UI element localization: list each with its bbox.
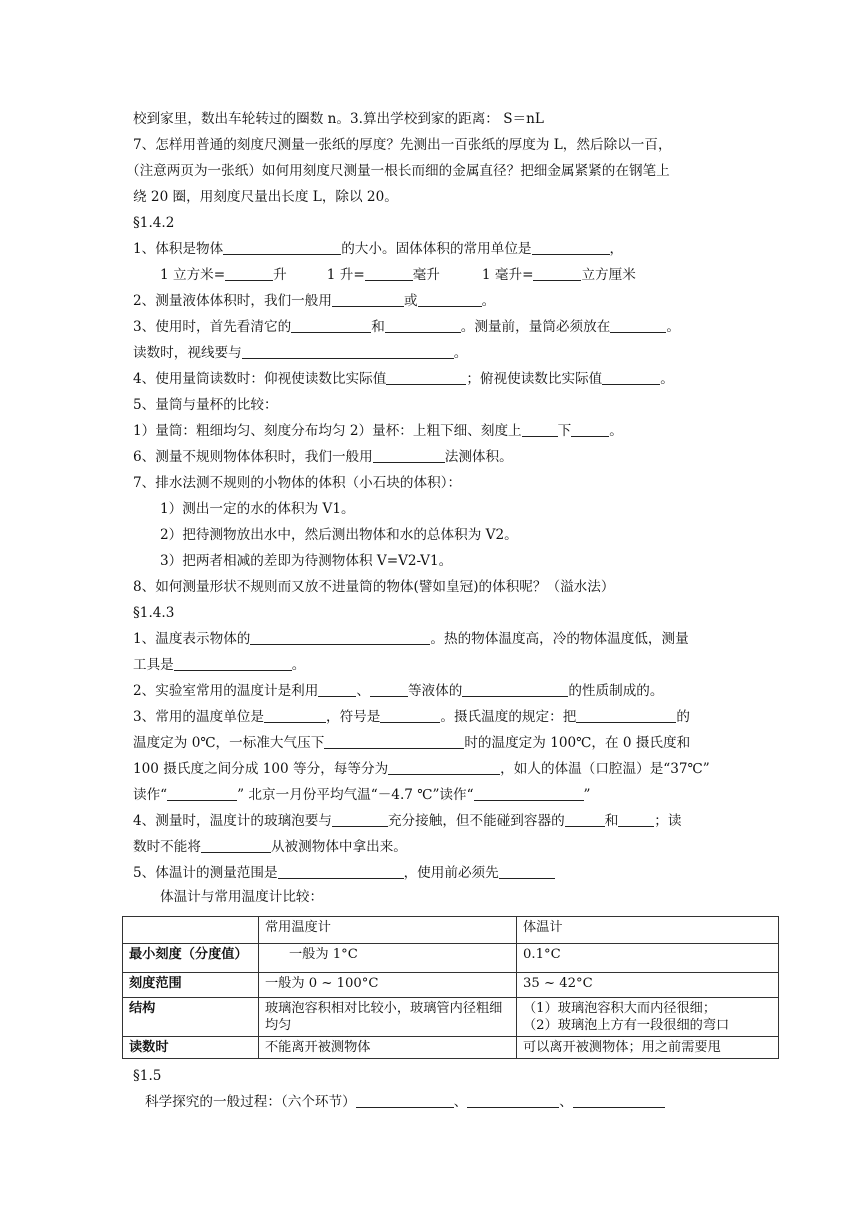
answer-blank[interactable] <box>533 266 581 281</box>
q-text: 的大小。固体体积的常用单位是 <box>341 241 532 257</box>
answer-blank[interactable] <box>576 708 676 723</box>
question-line <box>133 733 690 753</box>
q-text: 。摄氏温度的规定：把 <box>440 709 577 725</box>
table-header-cell: 常用温度计 <box>259 917 517 944</box>
question-line <box>133 317 680 337</box>
text-line: 8、如何测量形状不规则而又放不进量筒的物体(譬如皇冠)的体积呢？（溢水法） <box>133 579 615 595</box>
table-row <box>123 973 779 998</box>
thermometer-comparison-table <box>122 916 779 1059</box>
answer-blank[interactable] <box>365 266 413 281</box>
q-text: 。热的物体温度高，冷的物体温度低，测量 <box>430 631 689 647</box>
text-line: 1）测出一定的水的体积为 V1。 <box>160 501 355 517</box>
answer-blank[interactable] <box>332 292 404 307</box>
table-header-cell <box>123 917 259 944</box>
q-text: 工具是 <box>133 657 174 673</box>
question-line <box>133 785 590 805</box>
q-text: 的 <box>676 709 690 725</box>
text-line: 3）把两者相减的差即为待测物体积 V=V2-V1。 <box>160 553 453 569</box>
q-text: 。 <box>481 293 496 309</box>
q-text: ，使用前必须先 <box>403 865 499 881</box>
q-text: 或 <box>403 293 418 309</box>
q-text: 2、测量液体体积时，我们一般用 <box>133 293 332 309</box>
text-line: （注意两页为一张纸）如何用刻度尺测量一根长而细的金属直径？把细金属紧紧的在钢笔上 <box>126 163 670 179</box>
answer-blank[interactable] <box>370 682 408 697</box>
answer-blank[interactable] <box>264 708 326 723</box>
table-row <box>123 1037 779 1059</box>
q-text: 读数时，视线要与 <box>133 345 242 361</box>
question-line <box>133 655 305 675</box>
q-text: 。 <box>291 657 306 673</box>
q-text: 法测体积。 <box>444 449 513 465</box>
answer-blank[interactable] <box>565 812 605 827</box>
answer-blank[interactable] <box>167 786 237 801</box>
table-row <box>123 998 779 1037</box>
text-line: 5、量筒与量杯的比较： <box>133 397 278 413</box>
table-cell <box>517 998 779 1037</box>
table-cell: 不能离开被测物体 <box>259 1037 517 1059</box>
answer-blank[interactable] <box>610 318 666 333</box>
answer-blank[interactable] <box>242 344 454 359</box>
question-line <box>145 1092 665 1112</box>
q-text: 100 摄氏度之间分成 100 等分，每等分为 <box>133 761 389 777</box>
q-text: ， <box>609 241 624 257</box>
question-line <box>133 343 467 363</box>
q-text: 升 <box>273 267 287 283</box>
answer-blank[interactable] <box>318 682 356 697</box>
q-text: 立方厘米 <box>581 267 636 283</box>
q-text: 充分接触，但不能碰到容器的 <box>387 813 565 829</box>
answer-blank[interactable] <box>291 318 371 333</box>
q-text: 1 毫升= <box>481 267 534 283</box>
q-text: 4、测量时，温度计的玻璃泡要与 <box>133 813 332 829</box>
q-text: 3、常用的温度单位是 <box>133 709 264 725</box>
q-text: 。 <box>660 371 674 387</box>
answer-blank[interactable] <box>380 708 440 723</box>
answer-blank[interactable] <box>174 656 292 671</box>
answer-blank[interactable] <box>602 370 660 385</box>
question-line <box>133 837 407 857</box>
table-cell: 玻璃泡容积相对比较小，玻璃管内径粗细均匀 <box>259 998 517 1037</box>
q-text: 和 <box>371 319 385 335</box>
q-text: 3、使用时，首先看清它的 <box>133 319 292 335</box>
q-text: 下 <box>557 423 572 439</box>
question-line <box>133 421 623 441</box>
q-text: ，符号是 <box>326 709 381 725</box>
answer-blank[interactable] <box>462 682 568 697</box>
q-text: 6、测量不规则物体体积时，我们一般用 <box>133 449 373 465</box>
section-heading: §1.4.3 <box>133 605 175 621</box>
question-line <box>133 239 623 259</box>
q-text: 1）量筒：粗细均匀、刻度分布均匀 2）量杯：上粗下细、刻度上 <box>133 423 522 439</box>
text-line: 校到家里，数出车轮转过的圈数 n。3.算出学校到家的距离： S＝nL <box>133 111 544 127</box>
question-line <box>133 863 555 883</box>
row-label: 最小刻度（分度值） <box>123 944 259 973</box>
question-line <box>133 707 690 727</box>
answer-blank[interactable] <box>223 240 341 255</box>
table-cell: 0.1°C <box>517 944 779 973</box>
answer-blank[interactable] <box>418 292 482 307</box>
answer-blank[interactable] <box>278 864 404 879</box>
q-text: 4、使用量筒读数时：仰视使读数比实际值 <box>133 371 387 387</box>
row-label: 结构 <box>123 998 259 1037</box>
q-text: 数时不能将 <box>133 839 201 855</box>
table-cell: 35 ~ 42°C <box>517 973 779 998</box>
row-label: 读数时 <box>123 1037 259 1059</box>
text-line: 7、排水法测不规则的小物体的体积（小石块的体积）： <box>133 475 462 491</box>
question-line <box>133 291 495 311</box>
question-line <box>133 629 689 649</box>
q-text: 。测量前，量筒必须放在 <box>460 319 611 335</box>
answer-blank[interactable] <box>522 422 558 437</box>
question-line <box>160 265 636 285</box>
answer-blank[interactable] <box>499 864 555 879</box>
table-row <box>123 944 779 973</box>
q-text: ；俯视使读数比实际值 <box>466 371 603 387</box>
table-cell: 一般为 1°C <box>259 944 517 973</box>
answer-blank[interactable] <box>467 1093 559 1108</box>
q-text: 、 <box>453 1094 468 1110</box>
q-text: ；读 <box>654 813 682 829</box>
text-line: 体温计与常用温度计比较： <box>160 889 324 905</box>
answer-blank[interactable] <box>385 318 461 333</box>
cell-line: （1）玻璃泡容积大而内径很细； <box>523 1001 717 1016</box>
q-text: 1 立方米= <box>160 267 226 283</box>
row-label: 刻度范围 <box>123 973 259 998</box>
q-text: 从被测物体中拿出来。 <box>270 839 407 855</box>
text-line: 绕 20 圈，用刻度尺量出长度 L，除以 20。 <box>133 189 398 205</box>
q-text: 5、体温计的测量范围是 <box>133 865 278 881</box>
answer-blank[interactable] <box>474 786 584 801</box>
question-line <box>133 369 674 389</box>
section-heading: §1.4.2 <box>133 215 175 231</box>
answer-blank[interactable] <box>356 1093 454 1108</box>
q-text: 1、温度表示物体的 <box>133 631 251 647</box>
question-line <box>133 811 681 831</box>
q-text: 等液体的 <box>407 683 463 699</box>
answer-blank[interactable] <box>618 812 654 827</box>
q-text: 的性质制成的。 <box>568 683 664 699</box>
q-text: 。 <box>609 423 623 439</box>
answer-blank[interactable] <box>225 266 273 281</box>
section-heading: §1.5 <box>133 1068 162 1084</box>
answer-blank[interactable] <box>332 812 388 827</box>
answer-blank[interactable] <box>532 240 610 255</box>
answer-blank[interactable] <box>386 370 466 385</box>
q-text: 温度定为 0℃，一标准大气压下 <box>133 735 325 751</box>
q-text: 读作“ <box>133 787 168 803</box>
answer-blank[interactable] <box>250 630 430 645</box>
answer-blank[interactable] <box>373 448 445 463</box>
answer-blank[interactable] <box>573 1093 665 1108</box>
q-text: ” 北京一月份平均气温“－4.7 ℃”读作“ <box>237 787 474 803</box>
question-line <box>133 447 513 467</box>
table-cell: 一般为 0 ~ 100°C <box>259 973 517 998</box>
q-text: 和 <box>604 813 619 829</box>
text-line: 2）把待测物放出水中，然后测出物体和水的总体积为 V2。 <box>160 527 518 543</box>
table-header-cell: 体温计 <box>517 917 779 944</box>
answer-blank[interactable] <box>324 734 464 749</box>
table-header-row <box>123 917 779 944</box>
answer-blank[interactable] <box>571 422 609 437</box>
q-text: 科学探究的一般过程：（六个环节） <box>145 1094 356 1110</box>
table-cell: 可以离开被测物体；用之前需要甩 <box>517 1037 779 1059</box>
q-text: 。 <box>453 345 468 361</box>
q-text: 、 <box>559 1094 573 1110</box>
question-line <box>133 681 664 701</box>
q-text: 时的温度定为 100℃，在 0 摄氏度和 <box>464 735 691 751</box>
text-line: 7、怎样用普通的刻度尺测量一张纸的厚度？先测出一百张纸的厚度为 L，然后除以一百， <box>133 137 672 153</box>
answer-blank[interactable] <box>201 838 271 853</box>
q-text: 1 升= <box>326 267 365 283</box>
question-line <box>133 759 710 779</box>
q-text: ” <box>583 787 591 803</box>
cell-line: （2）玻璃泡上方有一段很细的弯口 <box>523 1018 730 1033</box>
q-text: 2、实验室常用的温度计是利用 <box>133 683 319 699</box>
q-text: 毫升 <box>412 267 440 283</box>
q-text: 。 <box>666 319 680 335</box>
q-text: ，如人的体温（口腔温）是“37℃” <box>500 761 710 777</box>
q-text: 1、体积是物体 <box>133 241 224 257</box>
answer-blank[interactable] <box>388 760 500 775</box>
q-text: 、 <box>356 683 370 699</box>
